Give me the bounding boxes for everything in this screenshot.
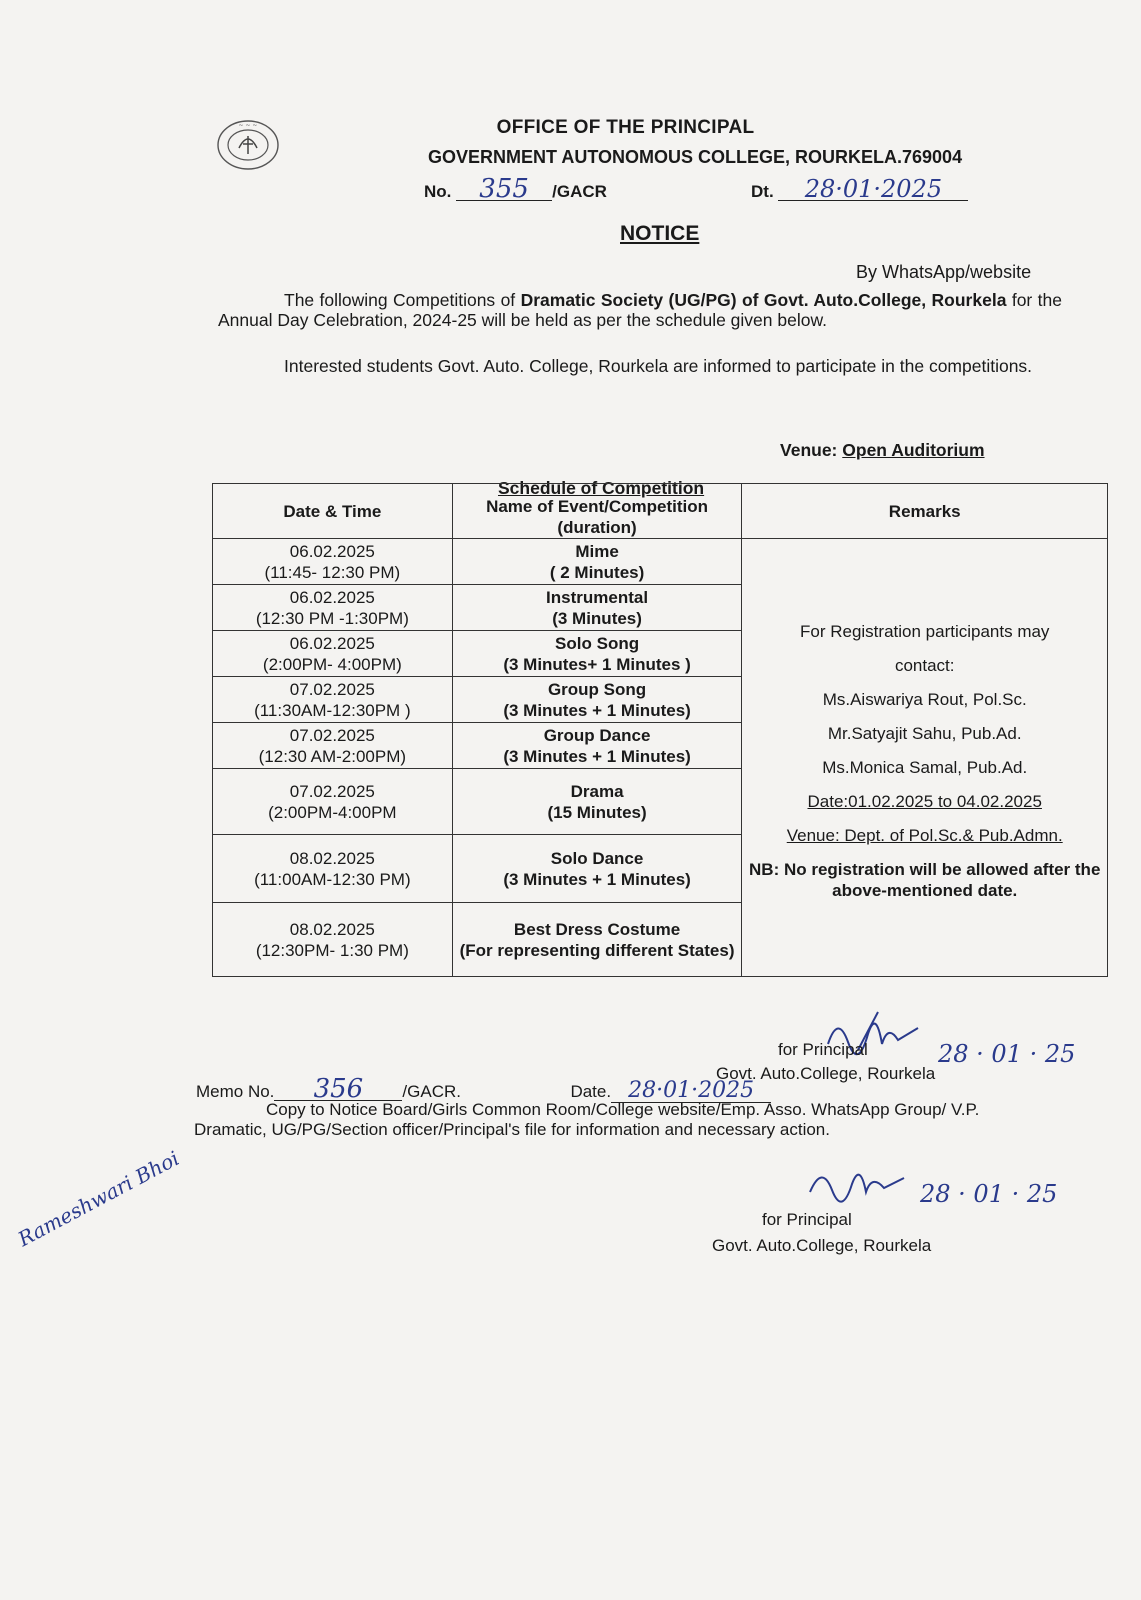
row-time: (11:00AM-12:30 PM) [254,869,411,889]
row-event: Best Dress Costume [513,919,681,939]
remarks-nb: NB: No registration will be allowed after the above-mentioned date. [749,859,1101,900]
row-duration: (3 Minutes) [552,608,642,628]
signature1-date: 28 · 01 · 25 [938,1040,1076,1068]
office-heading: OFFICE OF THE PRINCIPAL [496,117,755,138]
row-date: 07.02.2025 [289,725,375,745]
row-duration: (3 Minutes+ 1 Minutes ) [503,654,691,674]
signature1-for-principal: for Principal [778,1040,868,1059]
row-time: (2:00PM- 4:00PM) [262,654,402,674]
row-date: 08.02.2025 [289,848,375,868]
row-time: (12:30 AM-2:00PM) [258,746,407,766]
row-date: 06.02.2025 [289,633,375,653]
venue-line: Venue: Open Auditorium [780,440,985,460]
row-event: Solo Song [555,633,640,653]
row-time: (11:30AM-12:30PM ) [254,700,411,720]
row-event: Mime [575,541,619,561]
row-date: 07.02.2025 [289,679,375,699]
row-event: Group Dance [543,725,651,745]
margin-handwritten-note: Rameshwari Bhoi [14,1146,184,1252]
row-date: 08.02.2025 [289,919,375,939]
remarks-contact3: Ms.Monica Samal, Pub.Ad. [822,757,1028,777]
row-event: Instrumental [546,587,649,607]
remarks-contact1: Ms.Aiswariya Rout, Pol.Sc. [822,689,1027,709]
college-heading: GOVERNMENT AUTONOMOUS COLLEGE, ROURKELA.769004 [428,147,963,167]
header-date-time: Date & Time [213,484,453,539]
header-event: Name of Event/Competition (duration) [452,484,742,539]
header-remarks: Remarks [742,484,1108,539]
notice-title: NOTICE [620,222,700,245]
reference-number-value: 355 [456,178,552,201]
row-event: Drama [570,781,624,801]
row-duration: (For representing different States) [459,940,735,960]
row-duration: (3 Minutes + 1 Minutes) [503,746,691,766]
remarks-venue: Venue: Dept. of Pol.Sc.& Pub.Admn. [786,825,1063,845]
signature2-date: 28 · 01 · 25 [920,1180,1058,1208]
table-header-row [213,484,1108,539]
copy-to-text: Copy to Notice Board/Girls Common Room/College website/Emp. Asso. WhatsApp Group/ V.P. Dramatic, UG/PG/Section officer/Principal's file for information and necessary action. [194,1100,980,1139]
memo-number-value: 356 [274,1078,402,1101]
row-duration: ( 2 Minutes) [549,562,645,582]
schedule-table [212,483,1108,977]
memo-date-value: 28·01·2025 [611,1080,771,1103]
remarks-cell [742,539,1108,977]
remarks-contact2: Mr.Satyajit Sahu, Pub.Ad. [827,723,1022,743]
signature1-college: Govt. Auto.College, Rourkela [716,1064,936,1083]
row-time: (11:45- 12:30 PM) [264,562,401,582]
schedule-title: Schedule of Competition [498,478,705,498]
reference-date: Dt. 28·01·2025 [751,178,968,202]
signature-scribble-icon [800,1158,910,1208]
table-row [213,539,1108,585]
reference-number: No. 355 /GACR [424,174,607,204]
svg-text:~ ~ ~: ~ ~ ~ [238,122,258,129]
row-duration: (3 Minutes + 1 Minutes) [503,700,691,720]
row-date: 07.02.2025 [289,781,375,801]
row-duration: (15 Minutes) [547,802,647,822]
row-event: Group Song [547,679,647,699]
distribution-channel: By WhatsApp/website [856,262,1032,282]
row-date: 06.02.2025 [289,541,375,561]
signature2-college: Govt. Auto.College, Rourkela [712,1236,932,1255]
remarks-line2: contact: [894,655,955,675]
row-event: Solo Dance [550,848,644,868]
remarks-date-range: Date:01.02.2025 to 04.02.2025 [807,791,1042,811]
signature2-for-principal: for Principal [762,1210,852,1229]
row-time: (2:00PM-4:00PM [268,802,397,822]
remarks-line1: For Registration participants may [800,621,1050,641]
intro-paragraph: The following Competitions of Dramatic Society (UG/PG) of Govt. Auto.College, Rourkela for the Annual Day Celebration, 2024-25 will be held as per the schedule given below. [218,290,1062,330]
participation-paragraph: Interested students Govt. Auto. College, Rourkela are informed to participate in the competitions. [284,356,1033,376]
row-duration: (3 Minutes + 1 Minutes) [503,869,691,889]
reference-date-value: 28·01·2025 [778,178,968,201]
row-time: (12:30PM- 1:30 PM) [255,940,409,960]
row-time: (12:30 PM -1:30PM) [255,608,409,628]
memo-line: Memo No. 356 /GACR. Date. 28·01·2025 [196,1078,771,1103]
row-date: 06.02.2025 [289,587,375,607]
